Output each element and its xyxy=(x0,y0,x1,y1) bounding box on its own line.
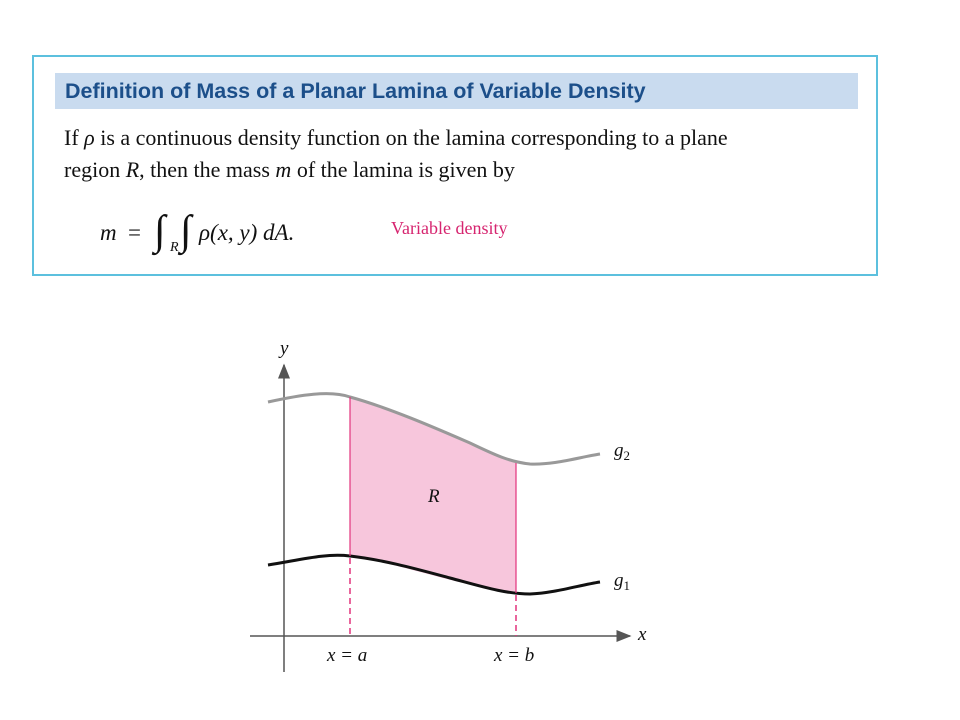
integral-subscript: R xyxy=(170,240,179,255)
variable-density-note: Variable density xyxy=(391,218,508,238)
x-equals-a-label: x = a xyxy=(327,645,368,666)
definition-line-1: If ρ is a continuous density function on the lamina corresponding to a plane xyxy=(64,125,728,150)
formula-equals: = xyxy=(128,220,141,245)
integral-sign-2: ∫ xyxy=(180,208,192,254)
x-axis-label: x xyxy=(638,624,647,645)
g2-label: $g_2$ xyxy=(614,440,630,463)
x-equals-b-label: x = b xyxy=(494,645,535,666)
formula-integrand: ρ(x, y) dA. xyxy=(199,220,295,245)
g1-label: $g_1$ xyxy=(614,570,630,593)
definition-line-2: region R, then the mass m of the lamina is given by xyxy=(64,157,515,182)
region-r-label: R xyxy=(428,486,440,507)
y-axis-label: y xyxy=(280,338,289,359)
integral-sign-1: ∫ xyxy=(154,208,166,254)
formula-lhs: m xyxy=(100,220,117,245)
definition-title: Definition of Mass of a Planar Lamina of Variable Density xyxy=(55,73,858,109)
